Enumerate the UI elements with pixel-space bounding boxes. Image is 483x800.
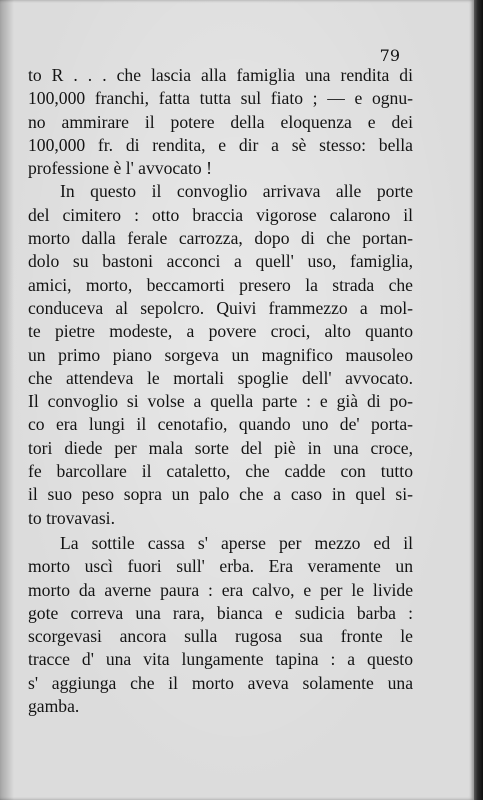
text-line: no ammirare il potere della eloquenza e dei <box>28 111 413 132</box>
text-line: professione è l' avvocato ! <box>28 158 212 179</box>
text-line: conduceva al sepolcro. Quivi frammezzo a mol- <box>28 297 413 318</box>
text-line: fe barcollare il cataletto, che cadde con tutto <box>28 461 413 482</box>
book-gutter <box>474 0 483 800</box>
text-line: scorgevasi ancora sulla rugosa sua fronte le <box>28 626 413 647</box>
text-line: La sottile cassa s' aperse per mezzo ed il <box>60 532 413 553</box>
text-line: morto uscì fuori sull' erba. Era veramente un <box>28 556 413 577</box>
text-line: In questo il convoglio arrivava alle porte <box>60 181 413 202</box>
page-number: 79 <box>379 46 400 65</box>
text-line: tracce d' una vita lungamente tapina : a questo <box>28 649 413 670</box>
text-line: del cimitero : otto braccia vigorose calarono il <box>28 204 413 225</box>
text-line: 100,000 franchi, fatta tutta sul fiato ; — e ognu- <box>28 88 413 109</box>
text-line: gote correva una rara, bianca e sudicia barba : <box>28 602 413 623</box>
text-line: morto dalla ferale carrozza, dopo di che portan- <box>28 228 413 249</box>
text-line: to R . . . che lascia alla famiglia una rendita di <box>28 65 413 85</box>
text-line: s' aggiunga che il morto aveva solamente una <box>28 672 413 693</box>
text-line: gamba. <box>28 696 80 717</box>
text-line: dolo su bastoni acconci a quell' uso, famiglia, <box>28 251 413 272</box>
text-line: co era lungi il cenotafio, quando uno de' porta- <box>28 414 413 435</box>
text-line: Il convoglio si volse a quella parte : e già di po- <box>28 391 413 412</box>
text-line: te pietre modeste, a povere croci, alto quanto <box>28 321 413 342</box>
text-line: morto da averne paura : era calvo, e per le livide <box>28 579 413 600</box>
text-line: il suo peso sopra un palo che a caso in quel si- <box>28 484 413 505</box>
text-line: tori diede per mala sorte del piè in una croce, <box>28 437 413 458</box>
text-line: to trovavasi. <box>28 507 115 528</box>
text-line: amici, morto, beccamorti presero la strada che <box>28 274 413 295</box>
text-line: che attendeva le mortali spoglie dell' avvocato. <box>28 367 413 388</box>
text-line: un primo piano sorgeva un magnifico mausoleo <box>28 344 413 365</box>
body-text <box>28 64 413 718</box>
text-line: 100,000 fr. di rendita, e dir a sè stesso: bella <box>28 134 413 155</box>
